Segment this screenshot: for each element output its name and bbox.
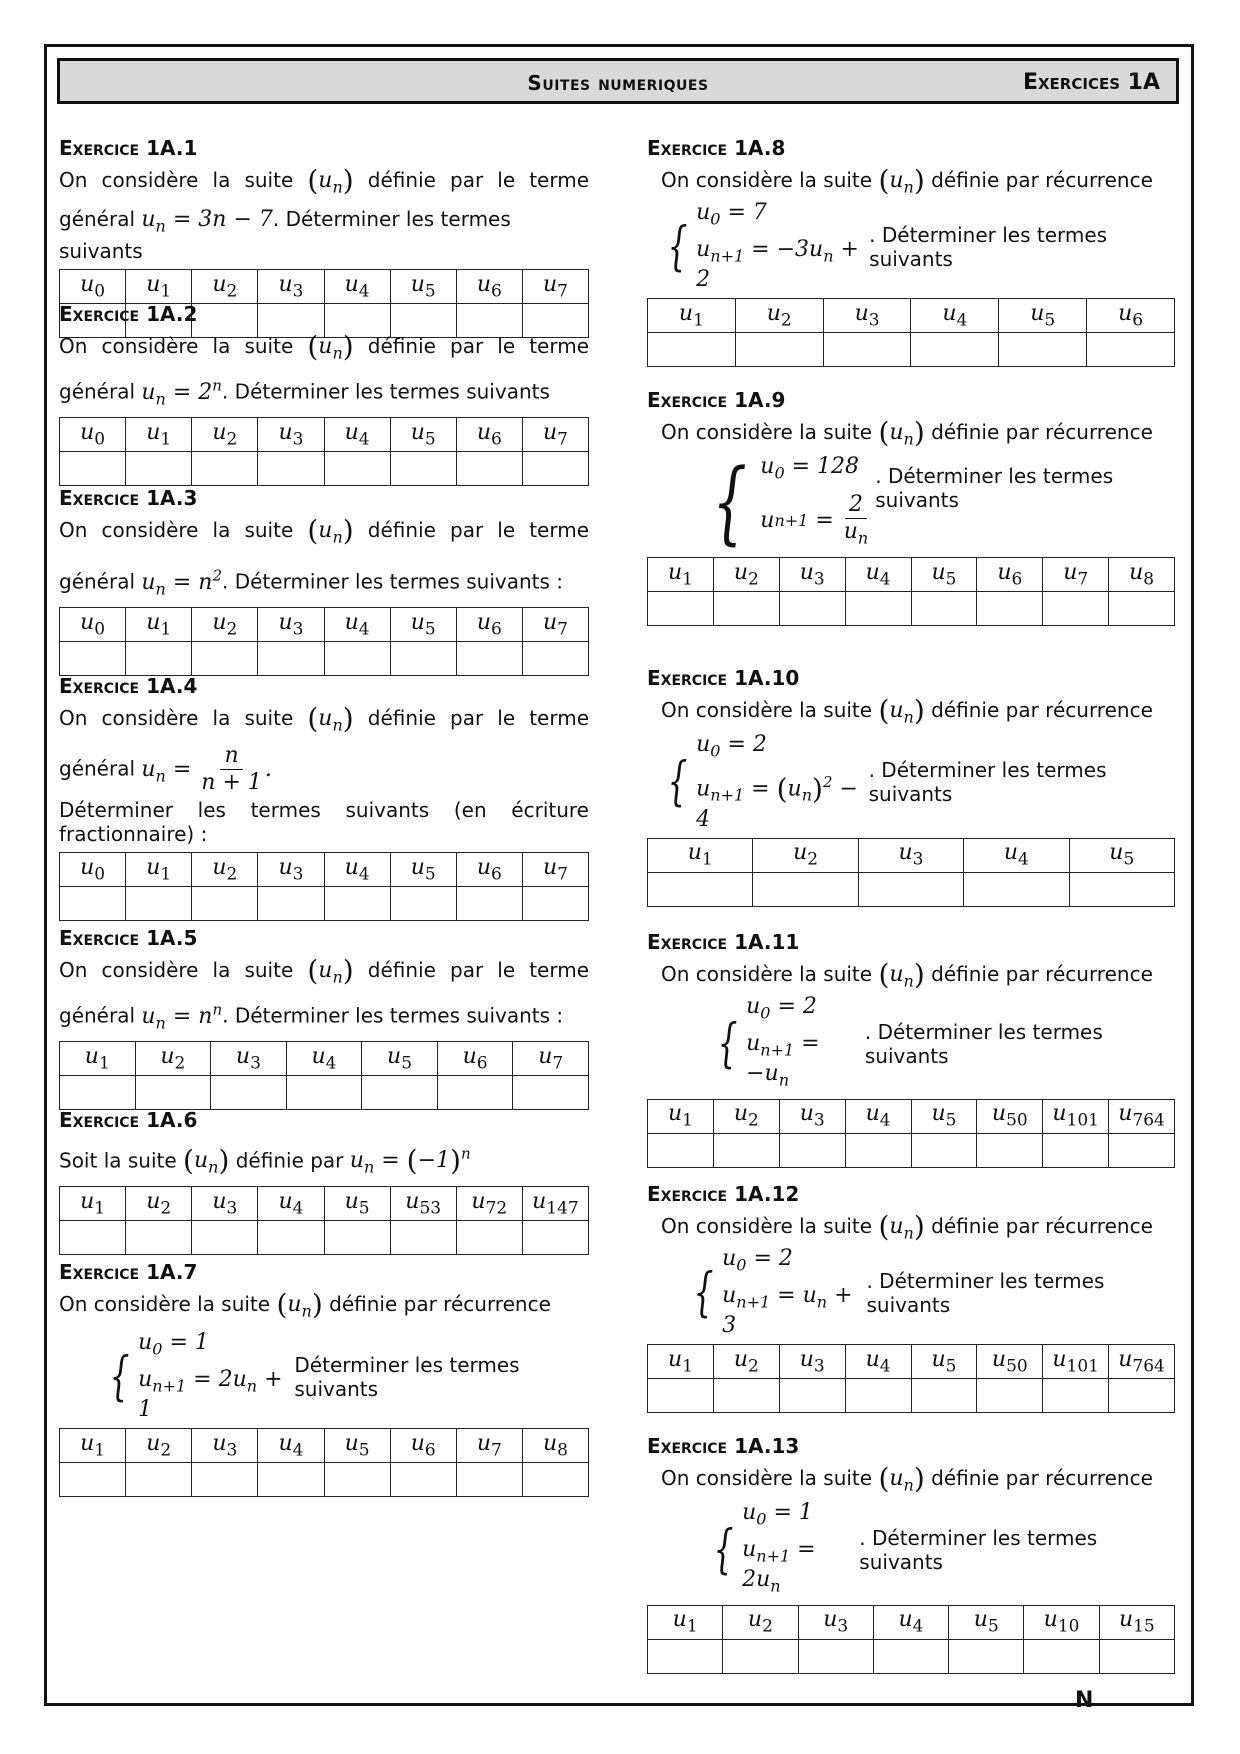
exercise-title: Exercice 1A.12 (647, 1182, 800, 1206)
term-header: $u_{764}$ (1109, 1099, 1175, 1133)
answer-cell[interactable] (999, 333, 1087, 367)
term-header: $u_3$ (779, 558, 845, 592)
term-header: $u_2$ (753, 838, 858, 872)
exercise-title: Exercice 1A.9 (647, 388, 786, 412)
term-header: $u_2$ (713, 558, 779, 592)
term-header: $u_1$ (648, 1605, 723, 1639)
term-header: $u_1$ (126, 269, 192, 303)
answer-cell[interactable] (258, 1463, 324, 1497)
answer-cell[interactable] (522, 452, 588, 486)
term-header: $u_2$ (735, 299, 823, 333)
answer-cell[interactable] (390, 1463, 456, 1497)
answer-table (59, 1428, 589, 1497)
exercise-1a1: Exercice 1A.1 On considère la suite $(u_n)$ définie par le terme général $u_n = 3n - 7$. Déterminer les termes suivants $u_0$ $u_1$ $u_2$ $u_3$ $u_4$ $u_5$ $u_6$ $u_7$ (59, 136, 589, 338)
exercise-1a12: Exercice 1A.12 On considère la suite $(u_n)$ définie par récurrence { $u_0 = 2$ $u_{n+1} = u_n + 3$ . Déterminer les termes suivants $u_1$ $u_2$ $u_3$ $u_4$ $u_5$ $u_{50}$ $u_{101}$ $u_{764}$ (647, 1182, 1175, 1413)
answer-cell[interactable] (977, 592, 1043, 626)
term-header: $u_5$ (324, 1429, 390, 1463)
term-header: $u_0$ (60, 418, 126, 452)
answer-cell[interactable] (1087, 333, 1175, 367)
answer-cell[interactable] (60, 1463, 126, 1497)
answer-cell[interactable] (126, 1463, 192, 1497)
answer-cell[interactable] (845, 1379, 911, 1413)
answer-cell[interactable] (324, 1463, 390, 1497)
term-header: $u_7$ (456, 1429, 522, 1463)
exercise-1a7: Exercice 1A.7 On considère la suite $(u_n)$ définie par récurrence { $u_0 = 1$ $u_{n+1} = 2u_n + 1$ Déterminer les termes suivants $u_1$ $u_2$ $u_3$ $u_4$ $u_5$ $u_6$ $u_7$ $u_8$ (59, 1260, 589, 1497)
term-header: $u_4$ (873, 1605, 948, 1639)
exercise-title: Exercice 1A.7 (59, 1260, 198, 1284)
term-header: $u_4$ (845, 1345, 911, 1379)
answer-cell[interactable] (1024, 1639, 1099, 1673)
answer-cell[interactable] (324, 1220, 390, 1254)
term-header: $u_6$ (456, 269, 522, 303)
answer-cell[interactable] (873, 1639, 948, 1673)
term-header: $u_4$ (964, 838, 1069, 872)
answer-cell[interactable] (192, 887, 258, 921)
exercise-title: Exercice 1A.5 (59, 926, 198, 950)
term-header: $u_2$ (135, 1042, 211, 1076)
exercise-title: Exercice 1A.8 (647, 136, 786, 160)
exercise-1a2: Exercice 1A.2 On considère la suite $(u_n)$ définie par le terme général $u_n = 2^n$. Déterminer les termes suivants $u_0$ $u_1$ $u_2$ $u_3$ $u_4$ $u_5$ $u_6$ $u_7$ (59, 302, 589, 486)
answer-cell[interactable] (126, 452, 192, 486)
term-header: $u_2$ (126, 1186, 192, 1220)
answer-table (647, 298, 1175, 367)
term-header: $u_6$ (437, 1042, 513, 1076)
term-header: $u_4$ (258, 1429, 324, 1463)
answer-cell[interactable] (362, 1076, 438, 1110)
term-header: $u_2$ (192, 853, 258, 887)
answer-cell[interactable] (977, 1379, 1043, 1413)
term-header: $u_3$ (798, 1605, 873, 1639)
term-header: $u_6$ (456, 418, 522, 452)
term-header: $u_3$ (192, 1429, 258, 1463)
term-header: $u_7$ (513, 1042, 589, 1076)
answer-cell[interactable] (713, 1133, 779, 1167)
answer-cell[interactable] (522, 1463, 588, 1497)
term-header: $u_3$ (779, 1099, 845, 1133)
exercise-1a4: Exercice 1A.4 On considère la suite $(u_n)$ définie par le terme général $u_n$ = $\frac{n}{n + 1}$ . Déterminer les termes suivants (en écriture fractionnaire) : $u_0$ $u_1$ $u_2$ $u_3$ $u_4$ $u_5$ $u_6$ $u_7$ (59, 674, 589, 921)
answer-cell[interactable] (258, 452, 324, 486)
term-header: $u_8$ (522, 1429, 588, 1463)
answer-cell[interactable] (135, 1076, 211, 1110)
answer-cell[interactable] (513, 1076, 589, 1110)
answer-cell[interactable] (192, 642, 258, 676)
answer-cell[interactable] (648, 592, 714, 626)
term-header: $u_3$ (258, 853, 324, 887)
exercise-set-label: Exercices 1A (1022, 70, 1160, 95)
answer-table (59, 1041, 589, 1110)
term-header: $u_6$ (390, 1429, 456, 1463)
term-header: $u_4$ (911, 299, 999, 333)
answer-table (647, 838, 1175, 907)
answer-cell[interactable] (192, 1463, 258, 1497)
exercise-1a9: Exercice 1A.9 On considère la suite $(u_n)$ définie par récurrence { $u_0 = 128$ u n+1 = $\frac{2}{u_n}$ . Déterminer les termes suivants $u_1$ $u_2$ $u_3$ $u_4$ $u_5$ $u_6$ $u_7$ $u_8$ (647, 388, 1175, 626)
answer-cell[interactable] (648, 872, 753, 906)
term-header: $u_1$ (60, 1042, 136, 1076)
exercise-title: Exercice 1A.1 (59, 136, 198, 160)
answer-cell[interactable] (1109, 1379, 1175, 1413)
answer-cell[interactable] (60, 642, 126, 676)
term-header: $u_6$ (456, 608, 522, 642)
answer-cell[interactable] (1109, 592, 1175, 626)
term-header: $u_5$ (390, 269, 456, 303)
answer-cell[interactable] (126, 887, 192, 921)
answer-cell[interactable] (258, 1220, 324, 1254)
term-header: $u_{101}$ (1043, 1099, 1109, 1133)
answer-cell[interactable] (713, 592, 779, 626)
term-header: $u_1$ (60, 1429, 126, 1463)
term-header: $u_1$ (648, 1099, 714, 1133)
answer-cell[interactable] (779, 1379, 845, 1413)
term-header: $u_6$ (456, 853, 522, 887)
answer-table (647, 557, 1175, 626)
term-header: $u_2$ (713, 1099, 779, 1133)
answer-table (59, 852, 589, 921)
exercise-title: Exercice 1A.4 (59, 674, 198, 698)
answer-cell[interactable] (1043, 1379, 1109, 1413)
answer-table (59, 417, 589, 486)
exercise-title: Exercice 1A.11 (647, 930, 800, 954)
term-header: $u_5$ (911, 1345, 977, 1379)
answer-cell[interactable] (286, 1076, 362, 1110)
term-header: $u_1$ (126, 608, 192, 642)
term-header: $u_4$ (324, 853, 390, 887)
answer-cell[interactable] (456, 887, 522, 921)
term-header: $u_3$ (258, 608, 324, 642)
term-header: $u_{50}$ (977, 1099, 1043, 1133)
answer-table (59, 1186, 589, 1255)
term-header: $u_6$ (977, 558, 1043, 592)
term-header: $u_7$ (522, 853, 588, 887)
term-header: $u_5$ (390, 418, 456, 452)
answer-cell[interactable] (522, 642, 588, 676)
exercise-title: Exercice 1A.10 (647, 666, 800, 690)
term-header: $u_5$ (999, 299, 1087, 333)
answer-cell[interactable] (60, 1076, 136, 1110)
term-header: $u_2$ (192, 269, 258, 303)
answer-cell[interactable] (456, 452, 522, 486)
answer-cell[interactable] (192, 452, 258, 486)
term-header: $u_4$ (845, 1099, 911, 1133)
exercise-title: Exercice 1A.3 (59, 486, 198, 510)
answer-cell[interactable] (258, 887, 324, 921)
term-header: $u_2$ (126, 1429, 192, 1463)
answer-cell[interactable] (324, 887, 390, 921)
answer-cell[interactable] (949, 1639, 1024, 1673)
answer-cell[interactable] (911, 1379, 977, 1413)
answer-cell[interactable] (977, 1133, 1043, 1167)
answer-cell[interactable] (1043, 592, 1109, 626)
answer-cell[interactable] (1109, 1133, 1175, 1167)
answer-cell[interactable] (456, 642, 522, 676)
answer-cell[interactable] (1043, 1133, 1109, 1167)
term-header: $u_4$ (324, 418, 390, 452)
term-header: $u_2$ (723, 1605, 798, 1639)
exercise-1a5: Exercice 1A.5 On considère la suite $(u_n)$ définie par le terme général $u_n = n^n$. Déterminer les termes suivants : $u_1$ $u_2$ $u_3$ $u_4$ $u_5$ $u_6$ $u_7$ (59, 926, 589, 1110)
exercise-1a6: Exercice 1A.6 Soit la suite $(u_n)$ définie par $u_n = (-1)^n$ $u_1$ $u_2$ $u_3$ $u_4$ $u_5$ $u_{53}$ $u_{72}$ $u_{147}$ (59, 1108, 589, 1255)
answer-cell[interactable] (456, 1220, 522, 1254)
term-header: $u_5$ (390, 853, 456, 887)
term-header: $u_3$ (258, 269, 324, 303)
term-header: $u_1$ (648, 299, 736, 333)
answer-cell[interactable] (648, 1639, 723, 1673)
exercise-title: Exercice 1A.6 (59, 1108, 198, 1132)
exercise-1a8: Exercice 1A.8 On considère la suite $(u_n)$ définie par récurrence { $u_0 = 7$ $u_{n+1} = -3u_n + 2$ . Déterminer les termes suivants $u_1$ $u_2$ $u_3$ $u_4$ $u_5$ $u_6$ (647, 136, 1175, 367)
term-header: $u_{15}$ (1099, 1605, 1174, 1639)
answer-cell[interactable] (911, 592, 977, 626)
term-header: $u_{53}$ (390, 1186, 456, 1220)
answer-cell[interactable] (60, 452, 126, 486)
term-header: $u_5$ (362, 1042, 438, 1076)
term-header: $u_1$ (126, 853, 192, 887)
answer-cell[interactable] (964, 872, 1069, 906)
term-header: $u_2$ (192, 418, 258, 452)
answer-cell[interactable] (522, 1220, 588, 1254)
exercise-title: Exercice 1A.2 (59, 302, 198, 326)
term-header: $u_0$ (60, 608, 126, 642)
term-header: $u_3$ (858, 838, 963, 872)
answer-cell[interactable] (858, 872, 963, 906)
answer-cell[interactable] (845, 1133, 911, 1167)
term-header: $u_5$ (1069, 838, 1174, 872)
exercise-1a3: Exercice 1A.3 On considère la suite $(u_n)$ définie par le terme général $u_n = n^2$. Déterminer les termes suivants : $u_0$ $u_1$ $u_2$ $u_3$ $u_4$ $u_5$ $u_6$ $u_7$ (59, 486, 589, 676)
answer-cell[interactable] (456, 1463, 522, 1497)
answer-cell[interactable] (324, 452, 390, 486)
answer-cell[interactable] (390, 452, 456, 486)
term-header: $u_1$ (648, 838, 753, 872)
term-header: $u_7$ (522, 608, 588, 642)
answer-cell[interactable] (390, 887, 456, 921)
term-header: $u_{101}$ (1043, 1345, 1109, 1379)
term-header: $u_{147}$ (522, 1186, 588, 1220)
answer-cell[interactable] (1099, 1639, 1174, 1673)
answer-cell[interactable] (258, 642, 324, 676)
term-header: $u_0$ (60, 853, 126, 887)
exercise-1a13: Exercice 1A.13 On considère la suite $(u_n)$ définie par récurrence { $u_0 = 1$ $u_{n+1} = 2u_n$ . Déterminer les termes suivants $u_1$ $u_2$ $u_3$ $u_4$ $u_5$ $u_{10}$ $u_{15}$ (647, 1434, 1175, 1674)
term-header: $u_2$ (713, 1345, 779, 1379)
term-header: $u_{764}$ (1109, 1345, 1175, 1379)
term-header: $u_3$ (779, 1345, 845, 1379)
term-header: $u_4$ (286, 1042, 362, 1076)
exercise-title: Exercice 1A.13 (647, 1434, 800, 1458)
term-header: $u_3$ (192, 1186, 258, 1220)
term-header: $u_1$ (648, 1345, 714, 1379)
term-header: $u_1$ (60, 1186, 126, 1220)
term-header: $u_5$ (949, 1605, 1024, 1639)
term-header: $u_1$ (648, 558, 714, 592)
answer-cell[interactable] (779, 1133, 845, 1167)
term-header: $u_5$ (911, 558, 977, 592)
term-header: $u_6$ (1087, 299, 1175, 333)
term-header: $u_{10}$ (1024, 1605, 1099, 1639)
term-header: $u_1$ (126, 418, 192, 452)
term-header: $u_{72}$ (456, 1186, 522, 1220)
page-title: Suites numeriques (527, 71, 709, 95)
term-header: $u_0$ (60, 269, 126, 303)
term-header: $u_3$ (823, 299, 911, 333)
answer-table (647, 1344, 1175, 1413)
answer-cell[interactable] (753, 872, 858, 906)
answer-cell[interactable] (324, 642, 390, 676)
term-header: $u_7$ (522, 418, 588, 452)
answer-cell[interactable] (723, 1639, 798, 1673)
answer-cell[interactable] (126, 1220, 192, 1254)
answer-cell[interactable] (648, 1133, 714, 1167)
page-header (57, 58, 1179, 104)
answer-cell[interactable] (522, 887, 588, 921)
exercise-1a10: Exercice 1A.10 On considère la suite $(u_n)$ définie par récurrence { $u_0 = 2$ $u_{n+1} = (u_n)^2 - 4$ . Déterminer les termes suivants $u_1$ $u_2$ $u_3$ $u_4$ $u_5$ (647, 666, 1175, 907)
answer-cell[interactable] (192, 1220, 258, 1254)
answer-cell[interactable] (845, 592, 911, 626)
answer-cell[interactable] (1069, 872, 1174, 906)
corner-mark: N (1075, 1688, 1094, 1713)
term-header: $u_5$ (390, 608, 456, 642)
answer-cell[interactable] (735, 333, 823, 367)
answer-cell[interactable] (911, 1133, 977, 1167)
answer-table (59, 607, 589, 676)
answer-cell[interactable] (823, 333, 911, 367)
answer-cell[interactable] (390, 1220, 456, 1254)
answer-cell[interactable] (798, 1639, 873, 1673)
term-header: $u_2$ (192, 608, 258, 642)
answer-cell[interactable] (60, 1220, 126, 1254)
term-header: $u_4$ (324, 269, 390, 303)
exercise-1a11: Exercice 1A.11 On considère la suite $(u_n)$ définie par récurrence { $u_0 = 2$ $u_{n+1} = -u_n$ . Déterminer les termes suivants $u_1$ $u_2$ $u_3$ $u_4$ $u_5$ $u_{50}$ $u_{101}$ $u_{764}$ (647, 930, 1175, 1168)
answer-table (647, 1099, 1175, 1168)
term-header: $u_3$ (258, 418, 324, 452)
answer-cell[interactable] (390, 642, 456, 676)
answer-cell[interactable] (911, 333, 999, 367)
term-header: $u_4$ (324, 608, 390, 642)
term-header: $u_4$ (258, 1186, 324, 1220)
term-header: $u_{50}$ (977, 1345, 1043, 1379)
term-header: $u_7$ (1043, 558, 1109, 592)
term-header: $u_4$ (845, 558, 911, 592)
answer-cell[interactable] (126, 642, 192, 676)
term-header: $u_3$ (211, 1042, 287, 1076)
term-header: $u_7$ (522, 269, 588, 303)
term-header: $u_5$ (911, 1099, 977, 1133)
answer-cell[interactable] (648, 1379, 714, 1413)
answer-cell[interactable] (60, 887, 126, 921)
answer-cell[interactable] (713, 1379, 779, 1413)
answer-table (647, 1605, 1175, 1674)
term-header: $u_8$ (1109, 558, 1175, 592)
answer-cell[interactable] (437, 1076, 513, 1110)
answer-cell[interactable] (779, 592, 845, 626)
answer-cell[interactable] (211, 1076, 287, 1110)
term-header: $u_5$ (324, 1186, 390, 1220)
answer-cell[interactable] (648, 333, 736, 367)
